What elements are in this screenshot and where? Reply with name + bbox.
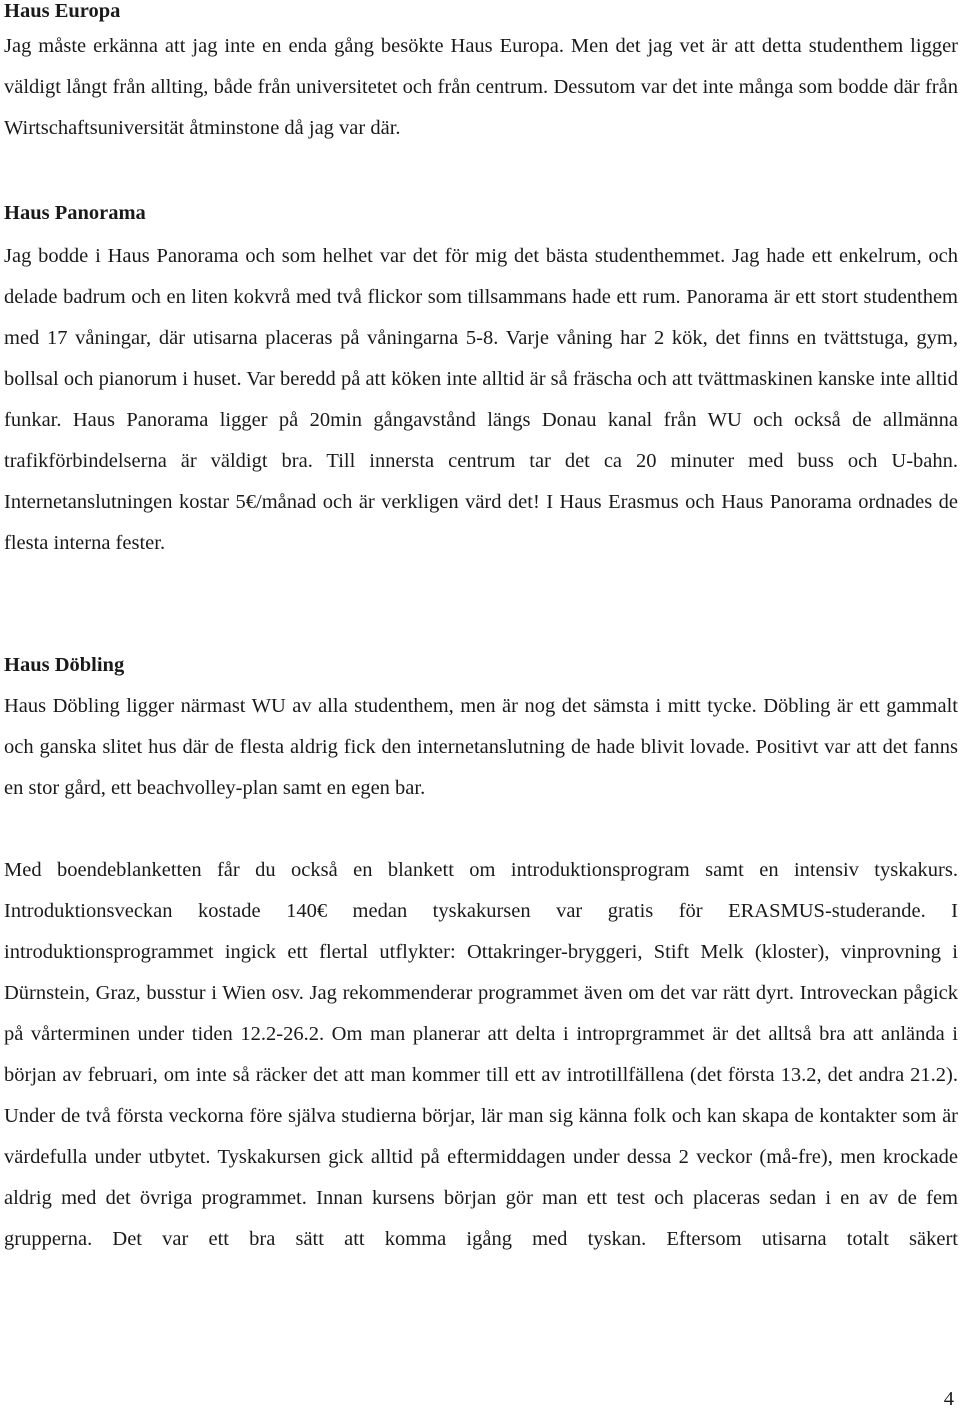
paragraph-haus-europa: Jag måste erkänna att jag inte en enda gång besökte Haus Europa. Men det jag vet är att detta studenthem ligger väldigt långt från allting, både från universitetet och från centrum. Dessutom var det inte många som bodde där från Wirtschaftsuniversität åtminstone då jag var där. bbox=[4, 35, 958, 139]
section-heading-haus-panorama: Haus Panorama bbox=[4, 202, 146, 224]
paragraph-introduction-program: Med boendeblanketten får du också en blankett om introduktionsprogram samt en intensiv tyskakurs. Introduktionsveckan kostade 140€ medan tyskakursen var gratis för ERASMUS-studerande. I introduktionsprogrammet ingick ett flertal utflykter: Ottakringer-bryggeri, Stift Melk (kloster), vinprovning i Dürnstein, Graz, busstur i Wien osv. Jag rekommenderar programmet även om det var rätt dyrt. Introveckan pågick på vårterminen under tiden 12.2-26.2. Om man planerar att delta i introprgrammet är det alltså bra att anlända i början av februari, om inte så räcker det att man kommer till ett av introtillfällena (det första 13.2, det andra 21.2). Under de två första veckorna före själva studierna börjar, lär man sig känna folk och kan skapa de kontakter som är värdefulla under utbytet. Tyskakursen gick alltid på eftermiddagen under dessa 2 veckor (må-fre), men krockade aldrig med det övriga programmet. Innan kursens början gör man ett test och placeras sedan i en av de fem grupperna. Det var ett bra sätt att komma igång med tyskan. Eftersom utisarna totalt säkert bbox=[4, 859, 958, 1250]
paragraph-haus-dobling: Haus Döbling ligger närmast WU av alla studenthem, men är nog det sämsta i mitt tycke. Döbling är ett gammalt och ganska slitet hus där de flesta aldrig fick den internetanslutning de hade blivit lovade. Positivt var att det fanns en stor gård, ett beachvolley-plan samt en egen bar. bbox=[4, 695, 958, 799]
page-number: 4 bbox=[943, 1388, 954, 1410]
paragraph-haus-panorama: Jag bodde i Haus Panorama och som helhet var det för mig det bästa studenthemmet. Jag hade ett enkelrum, och delade badrum och en liten kokvrå med två flickor som tillsammans hade ett rum. Panorama är ett stort studenthem med 17 våningar, där utisarna placeras på våningarna 5-8. Varje våning har 2 kök, det finns en tvättstuga, gym, bollsal och pianorum i huset. Var beredd på att köken inte alltid är så fräscha och att tvättmaskinen kanske inte alltid funkar. Haus Panorama ligger på 20min gångavstånd längs Donau kanal från WU och också de allmänna trafikförbindelserna är väldigt bra. Till innersta centrum tar det ca 20 minuter med buss och U-bahn. Internetanslutningen kostar 5€/månad och är verkligen värd det! I Haus Erasmus och Haus Panorama ordnades de flesta interna fester. bbox=[4, 245, 958, 554]
section-heading-haus-dobling: Haus Döbling bbox=[4, 654, 125, 676]
section-heading-haus-europa: Haus Europa bbox=[4, 0, 121, 22]
